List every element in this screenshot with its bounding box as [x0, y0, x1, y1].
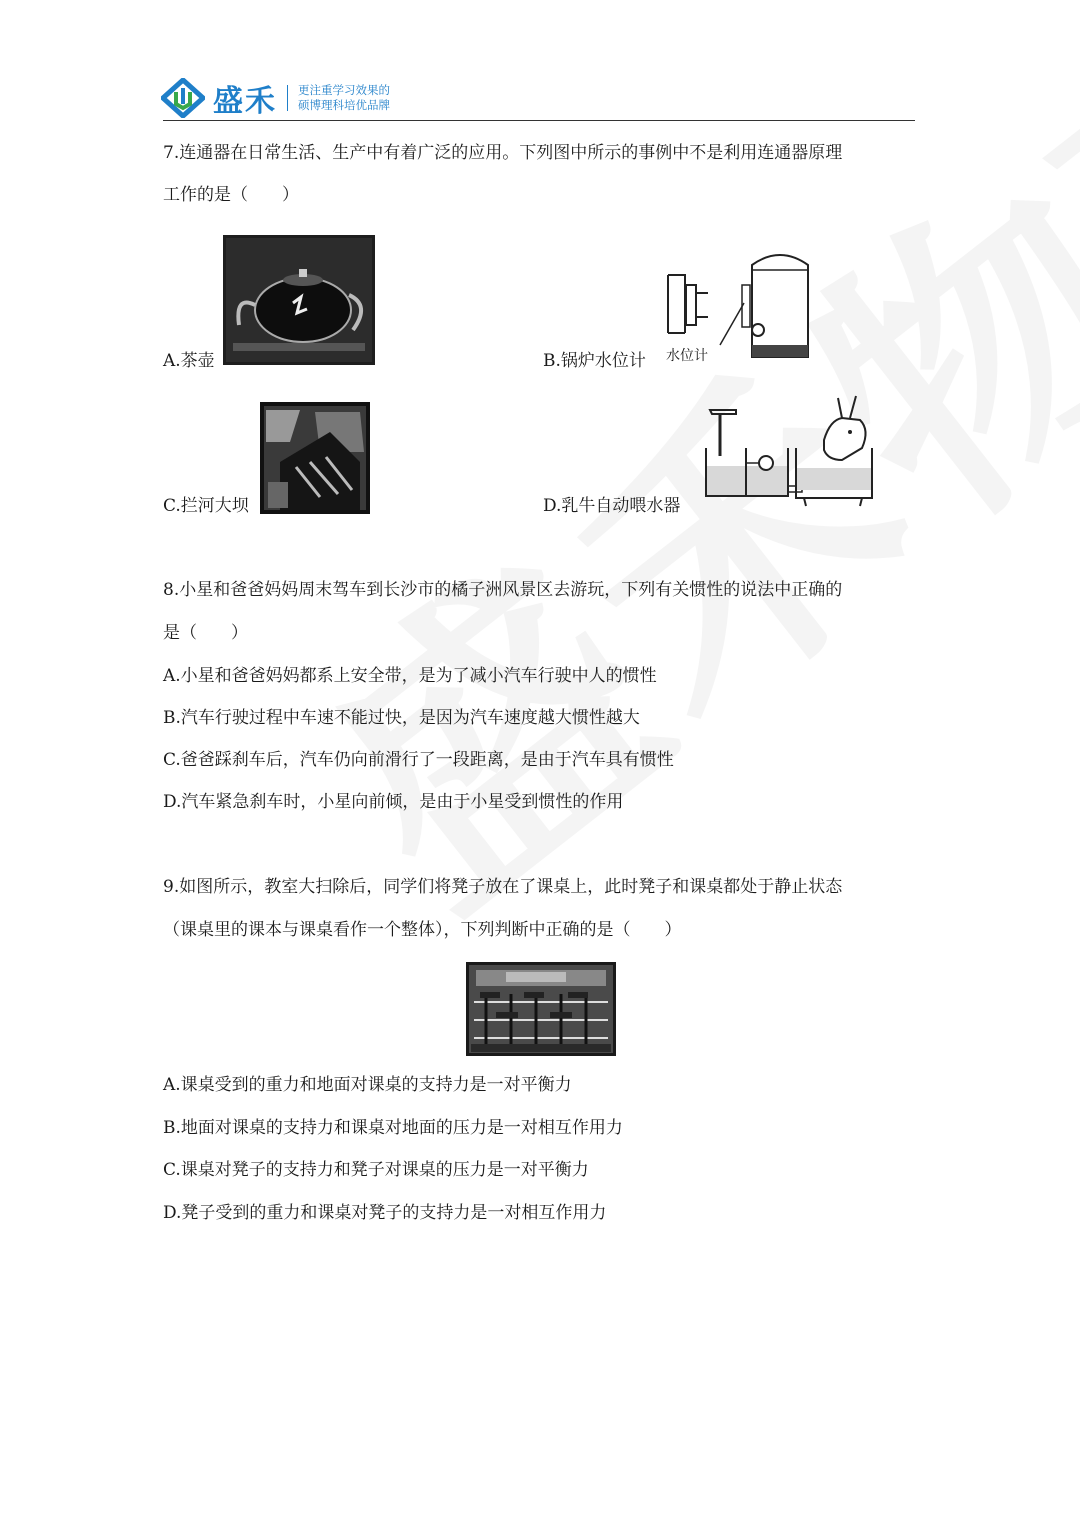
brand-tagline	[298, 83, 390, 113]
q7-option-b: B.锅炉水位计	[543, 351, 646, 371]
q8-option-a: A.小星和爸爸妈妈都系上安全带，是为了减小汽车行驶中人的惯性	[163, 666, 657, 686]
q7-stem-line1: 7.连通器在日常生活、生产中有着广泛的应用。下列图中所示的事例中不是利用连通器原理	[163, 143, 843, 163]
q7-option-c: C.拦河大坝	[163, 496, 249, 516]
brand-divider	[287, 85, 288, 111]
q7-stem-line2: 工作的是（ ）	[163, 185, 299, 205]
header-divider	[163, 120, 915, 121]
dam-image	[260, 402, 370, 514]
q7-option-a: A.茶壶	[163, 351, 215, 371]
teapot-image	[223, 235, 375, 365]
q8-option-b: B.汽车行驶过程中车速不能过快，是因为汽车速度越大惯性越大	[163, 708, 640, 728]
q9-option-d: D.凳子受到的重力和课桌对凳子的支持力是一对相互作用力	[163, 1203, 607, 1223]
q9-stem-line2: （课桌里的课本与课桌看作一个整体），下列判断中正确的是（ ）	[163, 920, 682, 940]
brand-tagline-line2: 硕博理科培优品牌	[298, 98, 390, 112]
classroom-image	[466, 962, 616, 1056]
q9-option-b: B.地面对课桌的支持力和课桌对地面的压力是一对相互作用力	[163, 1118, 623, 1138]
water-gauge-label: 水位计	[666, 348, 708, 364]
brand-tagline-line1: 更注重学习效果的	[298, 83, 390, 97]
q9-option-c: C.课桌对凳子的支持力和凳子对课桌的压力是一对平衡力	[163, 1160, 589, 1180]
q7-option-d: D.乳牛自动喂水器	[543, 496, 681, 516]
q8-option-c: C.爸爸踩刹车后，汽车仍向前滑行了一段距离，是由于汽车具有惯性	[163, 750, 674, 770]
q9-option-a: A.课桌受到的重力和地面对课桌的支持力是一对平衡力	[163, 1075, 572, 1095]
cow-water-feeder-figure	[700, 390, 880, 510]
q8-stem-line2: 是（ ）	[163, 623, 248, 643]
q8-stem-line1: 8.小星和爸爸妈妈周末驾车到长沙市的橘子洲风景区去游玩，下列有关惯性的说法中正确的	[163, 580, 843, 600]
brand-logo-icon	[161, 78, 205, 118]
q9-stem-line1: 9.如图所示，教室大扫除后，同学们将凳子放在了课桌上，此时凳子和课桌都处于静止状态	[163, 877, 843, 897]
q8-option-d: D.汽车紧急刹车时，小星向前倾，是由于小星受到惯性的作用	[163, 792, 624, 812]
brand-name: 盛禾	[213, 84, 277, 119]
brand-header	[161, 78, 390, 118]
